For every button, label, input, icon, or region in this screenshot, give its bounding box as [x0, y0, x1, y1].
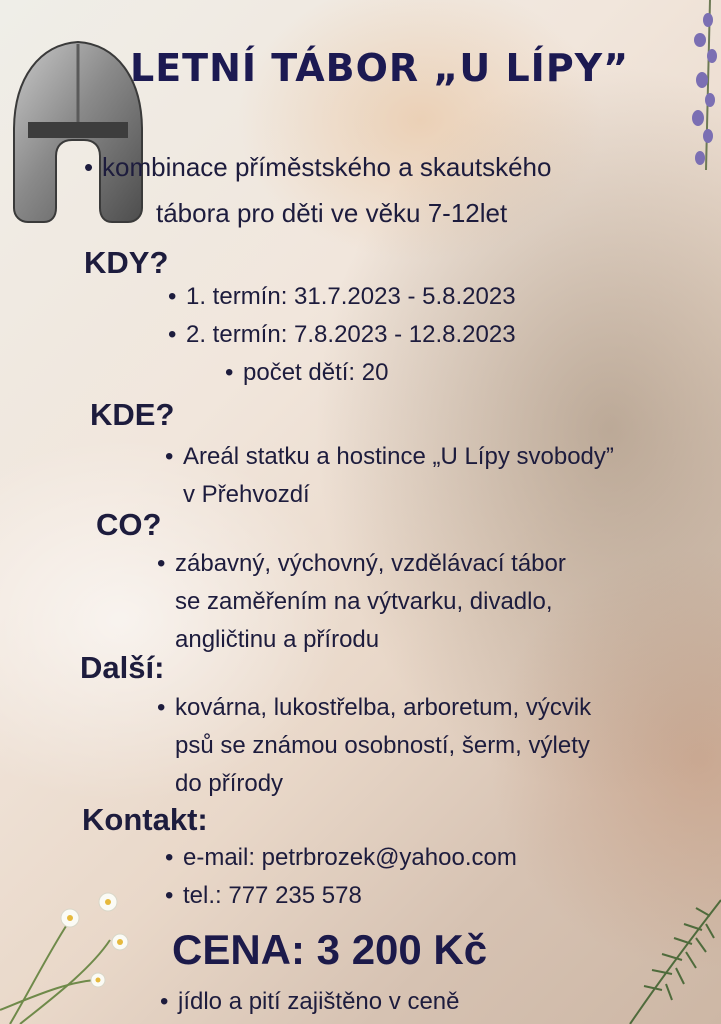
co-line-2: se zaměřením na výtvarku, divadlo,: [175, 588, 553, 615]
co-list: [175, 545, 566, 659]
price-note: [178, 983, 460, 1021]
dalsi-line-1: • kovárna, lukostřelba, arboretum, výcvik: [175, 689, 591, 727]
kdy-children-count: • počet dětí: 20: [243, 354, 516, 392]
kdy-item-2: • 2. termín: 7.8.2023 - 12.8.2023: [186, 316, 516, 354]
dalsi-line-3: do přírody: [175, 770, 284, 797]
price-heading: CENA: 3 200 Kč: [172, 926, 488, 973]
heading-kdy: KDY?: [84, 245, 169, 280]
heading-dalsi: Další:: [80, 650, 165, 685]
kontakt-list: [183, 839, 517, 915]
chamomile-flowers-icon: [0, 880, 140, 1024]
kde-list: [183, 438, 614, 514]
price-note-text: • jídlo a pití zajištěno v ceně: [178, 983, 460, 1021]
contact-email: • e-mail: petrbrozek@yahoo.com: [183, 839, 517, 877]
fern-leaves-icon: [610, 880, 721, 1024]
heading-co: CO?: [96, 507, 162, 542]
page-title: LETNÍ TÁBOR „U LÍPY”: [130, 46, 630, 90]
heading-kontakt: Kontakt:: [82, 802, 208, 837]
kdy-item-1: • 1. termín: 31.7.2023 - 5.8.2023: [186, 278, 516, 316]
kdy-list: [186, 278, 516, 392]
intro-line-1: • kombinace příměstského a skautského: [102, 144, 551, 190]
lavender-sprig-icon: [680, 0, 721, 180]
co-line-1: • zábavný, výchovný, vzdělávací tábor: [175, 545, 566, 583]
kde-line-2: v Přehvozdí: [183, 481, 310, 508]
contact-phone: • tel.: 777 235 578: [183, 877, 517, 915]
dalsi-list: [175, 689, 591, 803]
intro-text: [102, 144, 551, 236]
co-line-3: angličtinu a přírodu: [175, 626, 380, 653]
dalsi-line-2: psů se známou osobností, šerm, výlety: [175, 732, 590, 759]
kde-line-1: • Areál statku a hostince „U Lípy svobody”: [183, 438, 614, 476]
intro-line-2: tábora pro děti ve věku 7-12let: [156, 198, 508, 228]
heading-kde: KDE?: [90, 397, 175, 432]
